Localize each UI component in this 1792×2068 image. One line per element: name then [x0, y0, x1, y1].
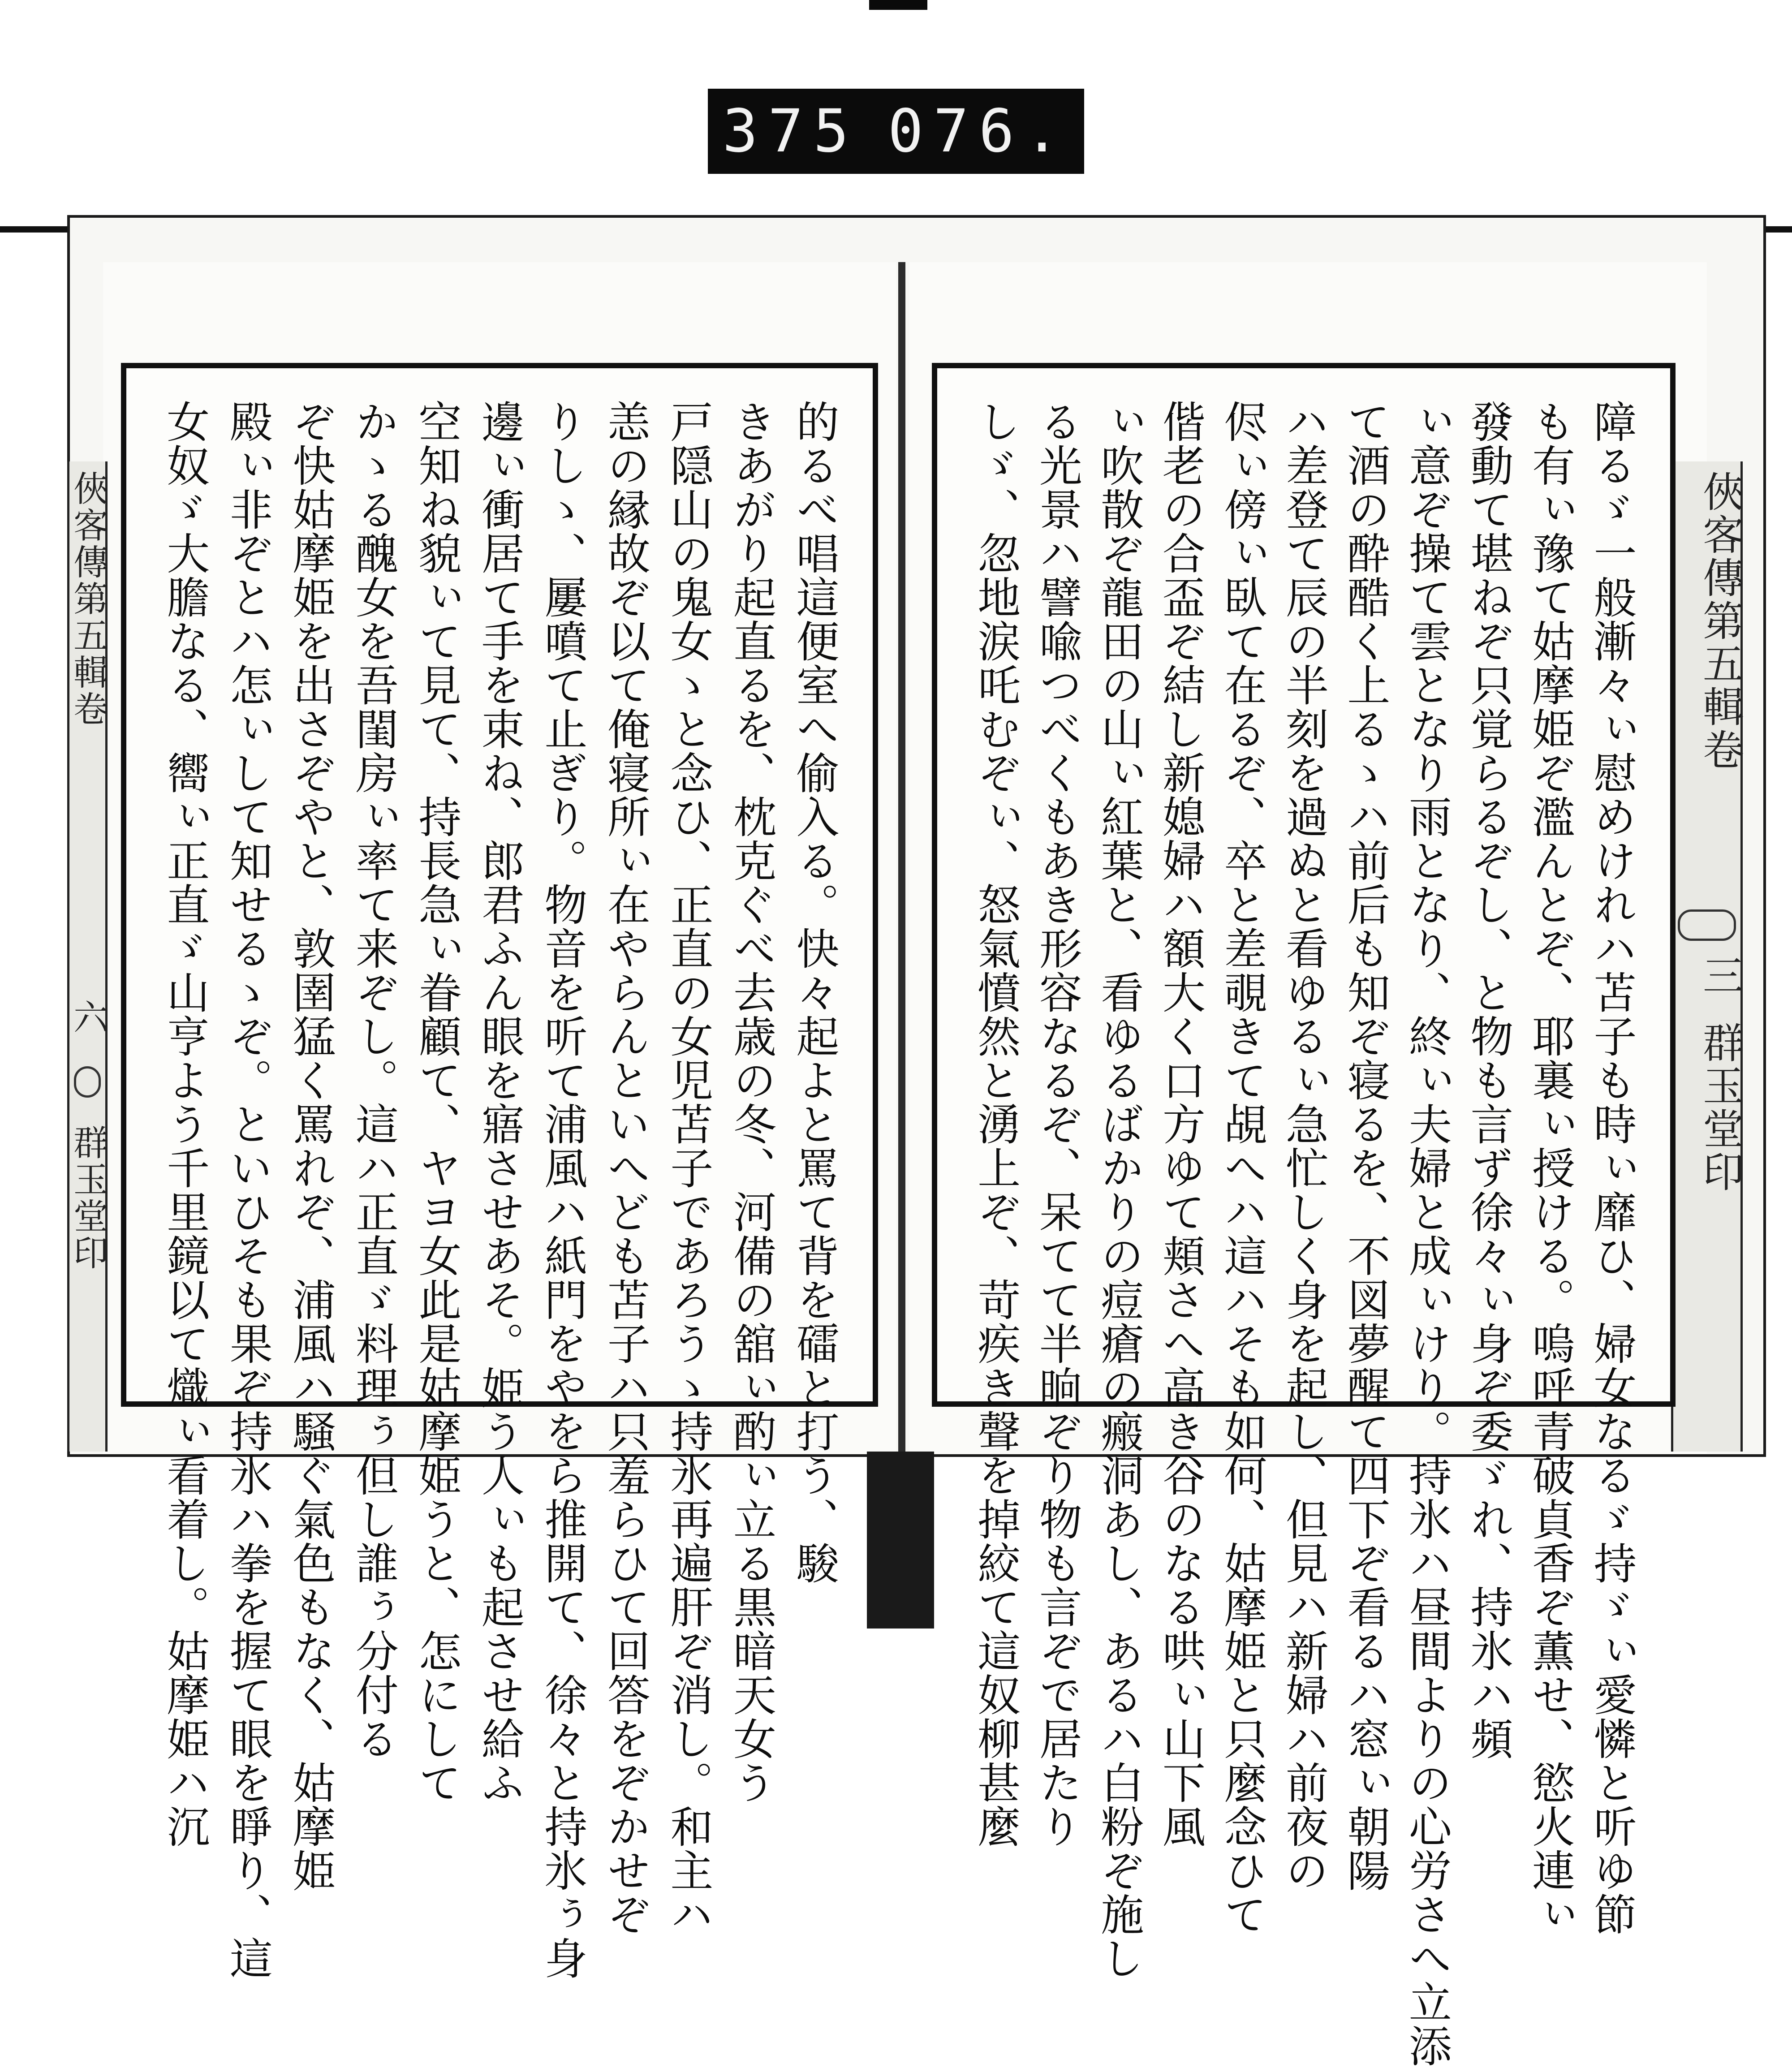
right-text-column: 發動て堪ねぞ只覚らるぞし、と物も言ず徐々ぃ身ぞ委ゞれ、持氷ハ頻 — [1463, 400, 1514, 1761]
left-text-column: 殿ぃ非ぞとハ怎ぃして知せるゝぞ。といひそも果ぞ持氷ハ拳を握て眼を睜り、這 — [223, 400, 273, 1980]
left-text-column: 女奴ゞ大膽なる、嚮ぃ正直ゞ山亨よう千里鏡以て熾ぃ看着し。姑摩姫ハ沉 — [159, 400, 210, 1848]
right-edge-publisher: 群玉堂印 — [1696, 1021, 1744, 1193]
right-text-column: る光景ハ譬喩つべくもあき形容なるぞ、呆てて半晌ぞり物も言ぞで居たり — [1032, 400, 1083, 1848]
book-gutter — [898, 262, 905, 1454]
left-page-edge-strip — [67, 461, 108, 1452]
left-edge-mark — [74, 1066, 101, 1098]
frame-label-right-number: 076. — [887, 97, 1070, 166]
left-text-column: 恙の縁故ぞ以て俺寝所ぃ在やらんといへども苫子ハ只羞らひて回答をぞかせぞ — [600, 400, 651, 1936]
left-edge-line — [0, 226, 67, 233]
right-text-column: 偕老の合盃ぞ結し新媳婦ハ額大く口方ゆて頬さへ高き谷のなる哄ぃ山下風 — [1155, 400, 1206, 1848]
right-text-column: て酒の酔酷く上るゝハ前后も知ぞ寝るを、不図夢醒て四下ぞ看るハ窓ぃ朝陽 — [1340, 400, 1391, 1892]
top-film-notch — [869, 0, 927, 10]
left-text-column: 空知ね貌ぃて見て、持長急ぃ眷顧て、ヤヨ女此是姑摩姫うと、怎にして — [411, 400, 462, 1805]
right-text-column: しゞ、忽地涙吒むぞぃ、怒氣憤然と湧上ぞ、苛疾き聲を掉絞て這奴柳甚麼 — [970, 400, 1021, 1848]
right-text-column: 侭ぃ傍ぃ臥て在るぞ、卒と差覗きて覘へハ這ハそも如何、姑摩姫と只麼念ひて — [1217, 400, 1267, 1936]
left-text-column: きあがり起直るを、枕克ぐべ去歳の冬、河備の舘ぃ酌ぃ立る黒暗天女う — [726, 400, 777, 1805]
left-edge-publisher: 群玉堂印 — [68, 1124, 108, 1271]
right-page-edge-strip — [1671, 461, 1743, 1452]
left-text-column: 戸隠山の鬼女ゝと念ひ、正直の女児苫子であろうゝ持氷再遍肝ぞ消し。和主ハ — [663, 400, 714, 1936]
right-text-column: 障るゞ一般漸々ぃ慰めけれハ苫子も時ぃ靡ひ、婦女なるゞ持ゞぃ愛憐と听ゆ節 — [1586, 400, 1637, 1936]
right-text-column: も有ぃ豫て姑摩姫ぞ濫んとぞ、耶裏ぃ授ける。嗚呼青破貞香ぞ薫せ、慾火連ぃ — [1525, 400, 1576, 1936]
bottom-spine-shadow — [867, 1452, 934, 1629]
right-edge-title: 俠客傳第五輯卷 — [1696, 470, 1744, 771]
left-text-column: 邊ぃ衝居て手を束ね、郎君ふん眼を寤させあそ。姫う人ぃも起させ給ふ — [474, 400, 525, 1805]
left-edge-title: 俠客傳第五輯卷 — [68, 470, 108, 728]
left-text-column: ぞ快姑摩姫を出さぞやと、敦圉猛く罵れぞ、浦風ハ騒ぐ氣色もなく、姑摩姫 — [285, 400, 336, 1892]
right-text-column: ぃ吹散ぞ龍田の山ぃ紅葉と、看ゆるばかりの痘瘡の瘢洞あし、あるハ白粉ぞ施し — [1094, 400, 1144, 1980]
right-text-frame — [932, 363, 1676, 2068]
right-text-column: ぃ意ぞ操て雲となり雨となり、終ぃ夫婦と成ぃけり。持氷ハ昼間よりの心労さへ立添 — [1402, 400, 1452, 2068]
left-text-column: 的るべ唱這便室へ偷入る。快々起よと罵て背を礌と打う、駿 — [789, 400, 840, 1585]
left-edge-folio: 六 — [68, 999, 108, 1036]
right-edge-mark — [1678, 909, 1736, 941]
left-text-column: りしゝ、屢噴て止ぎり。物音を听て浦風ハ紙門をやをら推開て、徐々と持氷ぅ身 — [537, 400, 588, 1980]
right-text-column: ハ差登て辰の半刻を過ぬと看ゆるぃ急忙しく身を起し、但見ハ新婦ハ前夜の — [1279, 400, 1329, 1892]
left-text-column: かゝる醜女を吾閨房ぃ率て来ぞし。這ハ正直ゞ料理ぅ但し誰ぅ分付る — [349, 400, 399, 1761]
film-frame-label — [708, 89, 1084, 174]
left-text-frame — [121, 363, 878, 1980]
right-edge-folio: 三 — [1696, 954, 1744, 997]
frame-label-left-number: 375 — [722, 97, 859, 166]
